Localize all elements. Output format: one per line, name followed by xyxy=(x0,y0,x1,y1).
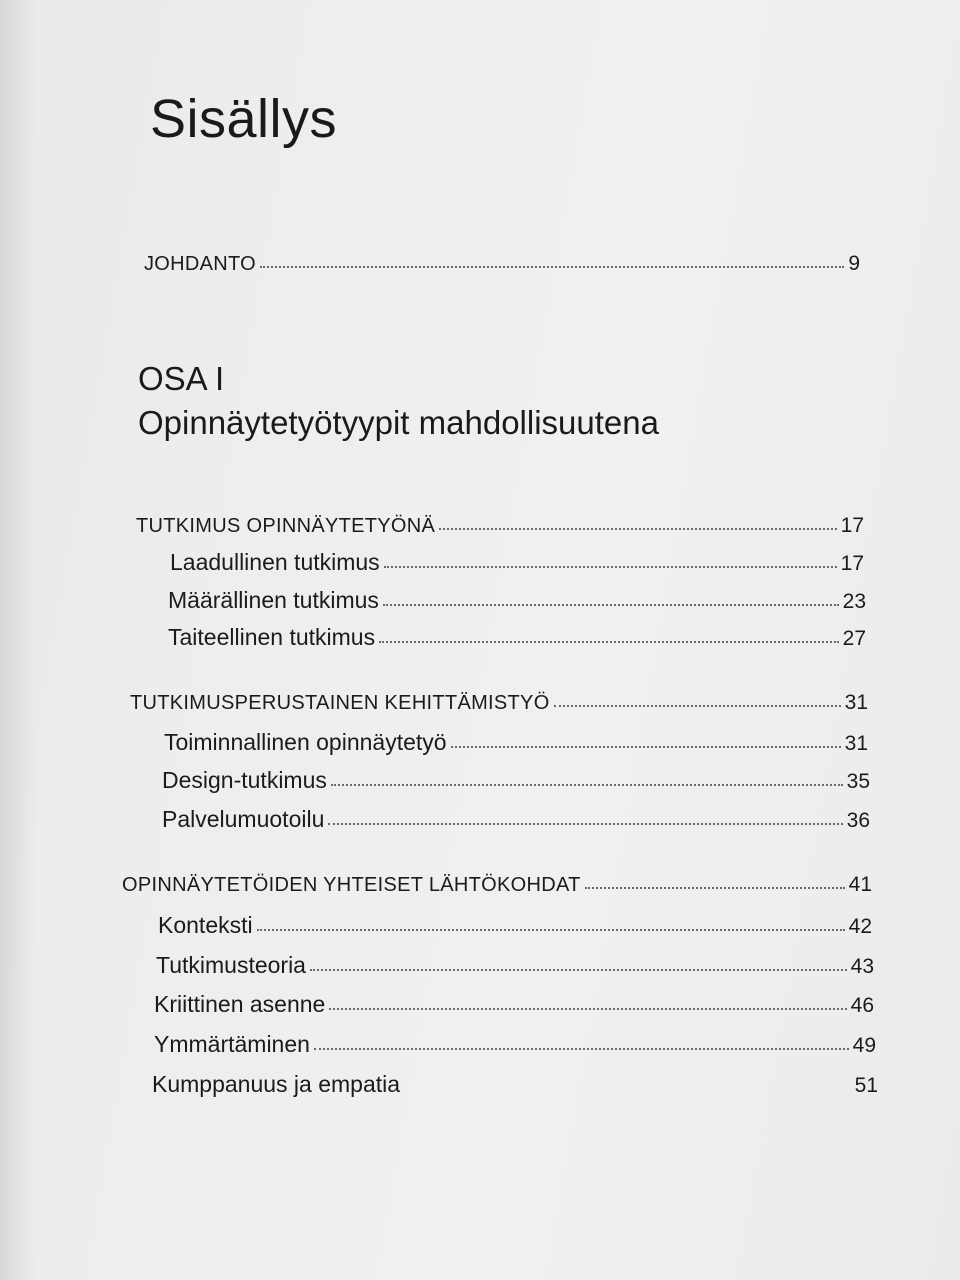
part-number: OSA I xyxy=(138,360,225,397)
toc-page-number: 43 xyxy=(850,955,874,978)
toc-chapter-label: TUTKIMUSPERUSTAINEN KEHITTÄMISTYÖ xyxy=(130,692,550,714)
toc-chapter-label: TUTKIMUS OPINNÄYTETYÖNÄ xyxy=(136,515,436,537)
toc-page-number: 36 xyxy=(846,809,870,832)
dot-leader xyxy=(379,640,839,643)
toc-section xyxy=(154,991,874,1018)
toc-section-label: Tutkimusteoria xyxy=(156,952,306,978)
toc-entry-johdanto xyxy=(144,252,860,276)
toc-section xyxy=(162,806,870,833)
toc-page-number: 46 xyxy=(850,994,874,1017)
toc-section-label: Taiteellinen tutkimus xyxy=(168,624,376,650)
toc-chapter xyxy=(130,691,868,715)
toc-section-label: Kumppanuus ja empatia xyxy=(152,1071,401,1097)
toc-section xyxy=(170,549,864,576)
toc-section-label: Design-tutkimus xyxy=(162,767,327,793)
toc-section xyxy=(154,1031,876,1058)
toc-page-number: 42 xyxy=(848,915,872,938)
toc-chapter xyxy=(122,873,872,897)
page-edge-shadow xyxy=(0,0,36,1280)
dot-leader xyxy=(328,822,842,825)
dot-leader xyxy=(383,603,839,606)
dot-leader xyxy=(384,565,837,568)
toc-section xyxy=(168,624,866,651)
toc-section xyxy=(158,912,872,939)
toc-section-label: Konteksti xyxy=(158,912,253,938)
toc-page-number: 41 xyxy=(848,873,872,896)
toc-section xyxy=(164,729,868,756)
toc-page-number: 17 xyxy=(840,552,864,575)
toc-section-label: Määrällinen tutkimus xyxy=(168,587,379,613)
dot-leader xyxy=(329,1007,846,1010)
dot-leader xyxy=(260,265,844,268)
dot-leader xyxy=(439,527,836,530)
dot-leader xyxy=(331,783,843,786)
toc-page-number: 27 xyxy=(842,627,866,650)
toc-section xyxy=(156,952,874,979)
toc-chapter xyxy=(136,514,864,538)
dot-leader xyxy=(554,704,841,707)
toc-page-number: 17 xyxy=(840,514,864,537)
toc-page-number: 35 xyxy=(846,770,870,793)
toc-section xyxy=(152,1071,878,1098)
toc-section xyxy=(168,587,866,614)
toc-section-label: Kriittinen asenne xyxy=(154,991,326,1017)
dot-leader xyxy=(314,1047,849,1050)
toc-page-number: 51 xyxy=(854,1074,878,1097)
dot-leader xyxy=(585,886,845,889)
toc-section-label: Ymmärtäminen xyxy=(154,1031,310,1057)
toc-section xyxy=(162,767,870,794)
page-title: Sisällys xyxy=(150,89,338,149)
toc-page-number: 23 xyxy=(842,590,866,613)
toc-entry-label: JOHDANTO xyxy=(144,253,257,275)
toc-page-number: 31 xyxy=(844,691,868,714)
dot-leader xyxy=(310,968,847,971)
toc-page-number: 9 xyxy=(848,252,860,275)
toc-section-label: Toiminnallinen opinnäytetyö xyxy=(164,729,447,755)
toc-page-number: 31 xyxy=(844,732,868,755)
toc-section-label: Palvelumuotoilu xyxy=(162,806,325,832)
toc-page-number: 49 xyxy=(852,1034,876,1057)
part-heading xyxy=(138,357,659,445)
toc-section-label: Laadullinen tutkimus xyxy=(170,549,380,575)
toc-chapter-label: OPINNÄYTETÖIDEN YHTEISET LÄHTÖKOHDAT xyxy=(122,874,581,896)
dot-leader xyxy=(257,928,845,931)
dot-leader xyxy=(451,745,841,748)
part-title: Opinnäytetyötyypit mahdollisuutena xyxy=(138,404,659,441)
